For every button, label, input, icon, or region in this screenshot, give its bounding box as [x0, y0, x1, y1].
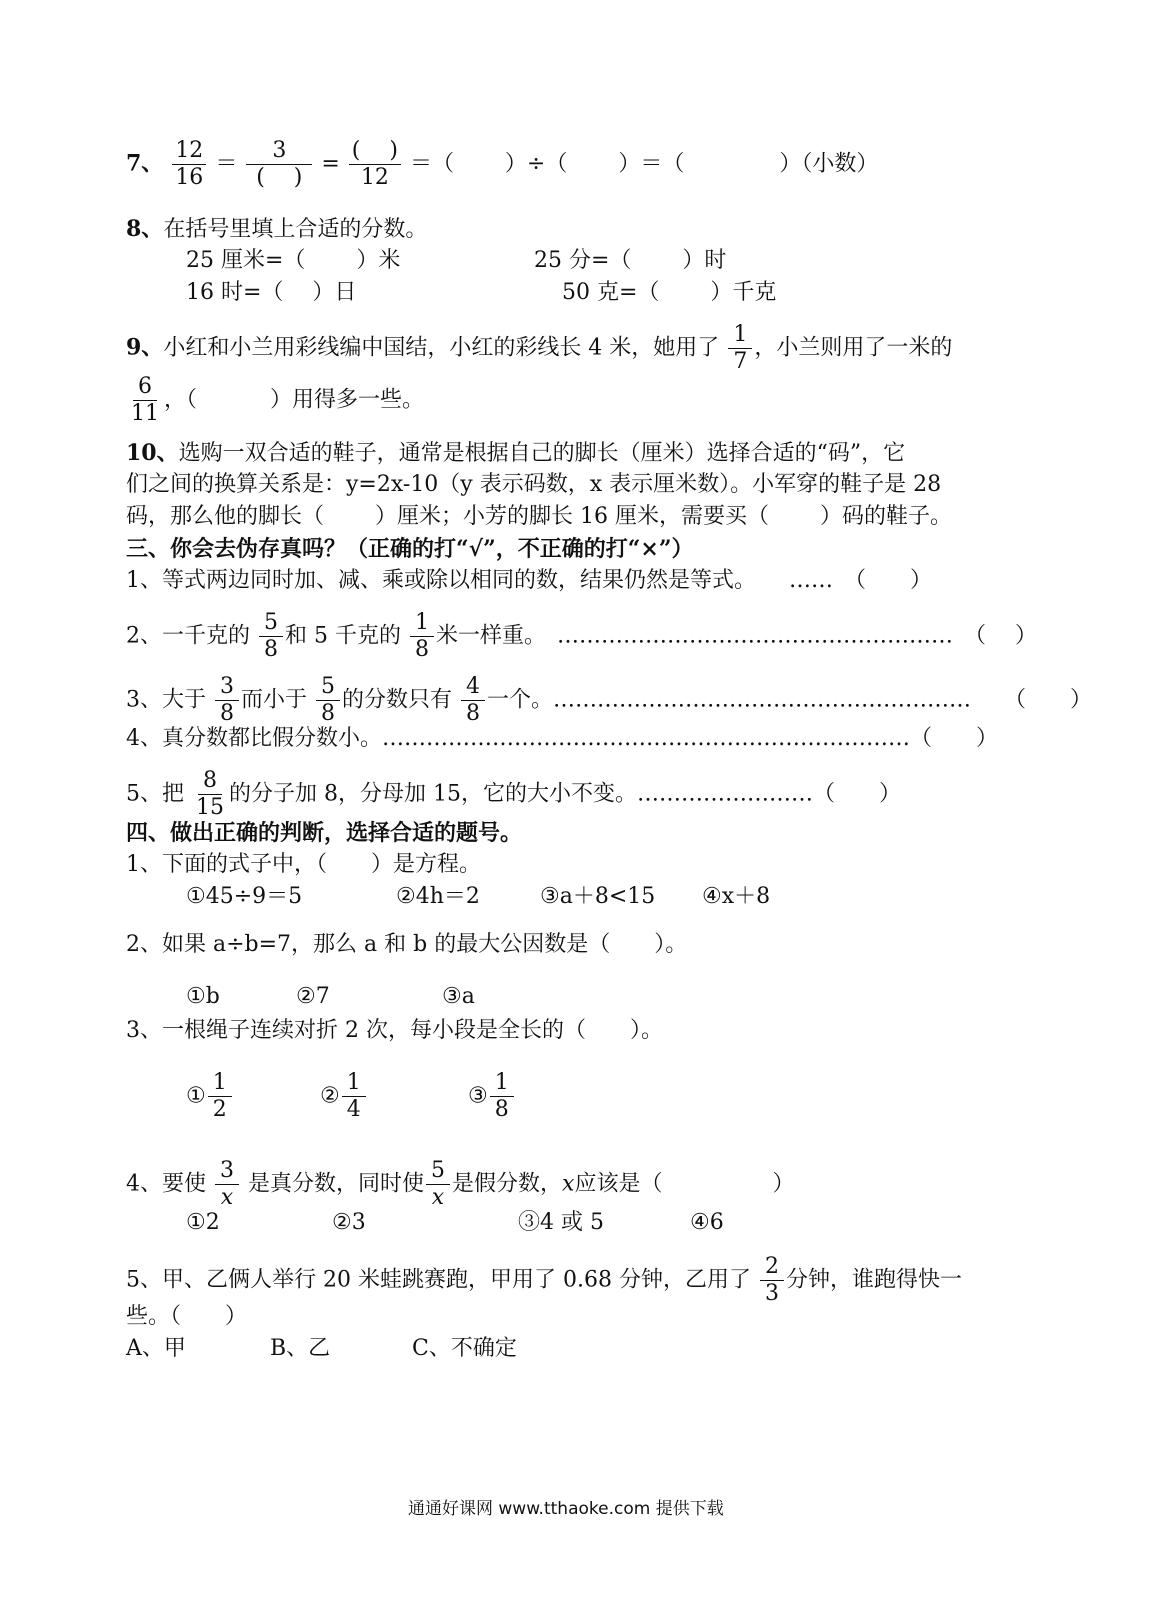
- q10-line1: [126, 438, 905, 469]
- frac-num: 5: [426, 1158, 450, 1185]
- option-frac: [342, 1070, 366, 1123]
- q8-line: [126, 214, 427, 245]
- frac-den: x: [431, 1185, 445, 1210]
- sec3-i2-frac-1: [259, 610, 283, 663]
- q9-frac-1-den: 7: [733, 349, 748, 374]
- sec4-q5-option-a: A、甲: [126, 1336, 186, 1361]
- q7-frac-2: [246, 138, 312, 191]
- sec4-q1-option-1: ①45÷9＝5: [186, 884, 303, 909]
- sec4-q4-text-b: 是真分数，同时使: [248, 1171, 425, 1197]
- sec3-item-2: [126, 610, 1037, 663]
- sec3-i5-frac: [193, 768, 227, 821]
- q9-line2: [126, 374, 424, 427]
- q8-b: 25 分=（ ）时: [534, 248, 727, 273]
- q8-text: 在括号里填上合适的分数。: [163, 217, 428, 242]
- sec4-q2-option-3: ③a: [442, 984, 475, 1009]
- q9-line1: [126, 322, 952, 375]
- q7-frac-3: [349, 138, 401, 191]
- frac-num: 3: [215, 674, 239, 701]
- frac-num: 1: [410, 610, 434, 637]
- option-mark: ①: [186, 1083, 206, 1109]
- sec4-q2: 2、如果 a÷b=7，那么 a 和 b 的最大公因数是（ ）。: [126, 932, 688, 957]
- sec3-i3-text-c: 的分数只有: [342, 687, 453, 713]
- sec4-q2-option-1: ①b: [186, 984, 220, 1009]
- frac-den: 8: [466, 701, 481, 726]
- sec4-q4-text-d: 应该是（ ）: [574, 1171, 795, 1197]
- frac-den: 8: [220, 701, 234, 726]
- q10-line3: 码，那么他的脚长（ ）厘米；小芳的脚长 16 厘米，需要买（ ）码的鞋子。: [126, 504, 952, 529]
- sec4-q5-frac: [760, 1254, 784, 1307]
- q10-label: 10、: [126, 440, 179, 466]
- q9-label: 9、: [126, 334, 164, 361]
- sec4-q5-option-b: B、乙: [270, 1336, 331, 1361]
- sec4-q5: [126, 1254, 962, 1307]
- q9-frac-2: [128, 374, 162, 427]
- q9-frac-2-num: 6: [133, 374, 157, 401]
- footer-credit: 通通好课网 www.tthaoke.com 提供下载: [408, 1499, 724, 1519]
- q7-eq-1: ＝: [215, 151, 238, 177]
- frac-den: x: [220, 1185, 234, 1210]
- sec3-item-5: [126, 768, 901, 821]
- q8-label: 8、: [126, 216, 164, 242]
- sec4-q2-option-2: ②7: [296, 984, 330, 1009]
- sec4-q4-frac-2: [426, 1158, 450, 1211]
- frac-num: 8: [198, 768, 222, 795]
- q9-text3: ，（ ）用得多一些。: [164, 387, 424, 413]
- frac-den: 8: [414, 637, 429, 662]
- sec4-q4-text-a: 4、要使: [126, 1171, 206, 1197]
- sec3-i3-frac-2: [316, 674, 340, 727]
- frac-den: 15: [196, 795, 224, 820]
- sec3-i3-text-d: 一个。………………………………………………… （ ）: [487, 687, 1093, 713]
- sec4-q5-option-c: C、不确定: [412, 1336, 517, 1361]
- sec3-item-3: [126, 674, 1092, 727]
- option-mark: ③: [468, 1083, 488, 1109]
- q7-eq-2: =: [321, 151, 340, 177]
- q7-line: [126, 138, 878, 191]
- q9-text2: ，小兰则用了一米的: [754, 335, 953, 361]
- sec4-q4-text-c: 是假分数，: [452, 1171, 563, 1197]
- q9-frac-2-den: 11: [131, 401, 159, 426]
- q9-text1: 小红和小兰用彩线编中国结，小红的彩线长 4 米，她用了: [163, 335, 720, 361]
- q7-frac-3-num: ( ): [349, 138, 401, 165]
- sec3-i5-text-a: 5、把: [126, 781, 184, 807]
- q7-frac-2-num: 3: [246, 138, 312, 165]
- frac-num: 4: [461, 674, 485, 701]
- sec3-i2-frac-2: [410, 610, 434, 663]
- q7-frac-3-den: 12: [360, 165, 389, 190]
- q8-c: 16 时=（ ）日: [186, 280, 357, 305]
- option-frac: [490, 1070, 514, 1123]
- sec4-q5-text-a: 5、甲、乙俩人举行 20 米蛙跳赛跑，甲用了 0.68 分钟，乙用了: [126, 1267, 751, 1293]
- sec4-q4-option-3: ③4 或 5: [518, 1210, 604, 1235]
- q7-frac-1-num: 12: [172, 138, 206, 165]
- q10-line2: 们之间的换算关系是：y=2x-10（y 表示码数，x 表示厘米数）。小军穿的鞋子是 28: [126, 472, 942, 497]
- sec4-q4-frac-1: [215, 1158, 239, 1211]
- sec3-i3-text-b: 而小于: [241, 687, 308, 713]
- sec3-i3-text-a: 3、大于: [126, 687, 206, 713]
- sec4-q4: [126, 1158, 794, 1211]
- frac-num: 1: [208, 1070, 232, 1097]
- q9-frac-1: [728, 322, 752, 375]
- sec3-i5-text-b: 的分子加 8，分母加 15，它的大小不变。……………………（ ）: [229, 781, 901, 807]
- sec4-q3: 3、一根绳子连续对折 2 次，每小段是全长的（ ）。: [126, 1018, 663, 1043]
- q8-d: 50 克=（ ）千克: [562, 280, 777, 305]
- sec4-q4-option-2: ②3: [332, 1210, 366, 1235]
- sec4-q1-option-2: ②4h＝2: [396, 884, 480, 909]
- frac-num: 3: [215, 1158, 239, 1185]
- sec3-item-4: 4、真分数都比假分数小。………………………………………………………………（ ）: [126, 726, 998, 751]
- sec4-q5-cont: 些。（ ）: [126, 1304, 248, 1329]
- q7-frac-1: [172, 138, 206, 191]
- q7-rest: ＝（ ）÷（ ）＝（ ）（小数）: [409, 151, 879, 177]
- sec4-q3-option-1: [186, 1070, 234, 1123]
- frac-den: 8: [321, 701, 336, 726]
- sec4-q4-var: x: [562, 1171, 575, 1197]
- frac-den: 4: [346, 1097, 361, 1122]
- frac-num: 1: [342, 1070, 366, 1097]
- option-mark: ②: [320, 1083, 340, 1109]
- frac-den: 3: [764, 1281, 779, 1306]
- frac-den: 8: [264, 637, 278, 662]
- q7-label: 7、: [126, 150, 164, 177]
- sec3-i2-text-c: 米一样重。 ……………………………………………… （ ）: [435, 623, 1037, 649]
- q7-frac-2-den: ( ): [256, 165, 303, 190]
- frac-den: 2: [212, 1097, 227, 1122]
- section-4-title: 四、做出正确的判断，选择合适的题号。: [126, 820, 523, 846]
- sec4-q1-option-3: ③a＋8<15: [540, 884, 656, 909]
- frac-num: 5: [259, 610, 283, 637]
- q10-text1: 选购一双合适的鞋子，通常是根据自己的脚长（厘米）选择合适的“码”，它: [178, 441, 906, 466]
- sec4-q4-option-1: ①2: [186, 1210, 220, 1235]
- sec4-q1: 1、下面的式子中，（ ）是方程。: [126, 852, 481, 877]
- section-3-title: 三、你会去伪存真吗？（正确的打“√”，不正确的打“×”）: [126, 536, 694, 562]
- sec4-q5-text-b: 分钟，谁跑得快一: [785, 1267, 962, 1293]
- sec3-item-1: 1、等式两边同时加、减、乘或除以相同的数，结果仍然是等式。 …… （ ）: [126, 568, 932, 593]
- frac-num: 2: [760, 1254, 784, 1281]
- sec3-i2-text-a: 2、一千克的: [126, 623, 250, 649]
- sec4-q3-option-2: [320, 1070, 368, 1123]
- frac-den: 8: [494, 1097, 509, 1122]
- sec4-q3-option-3: [468, 1070, 516, 1123]
- sec4-q4-option-4: ④6: [690, 1210, 724, 1235]
- sec3-i3-frac-1: [215, 674, 239, 727]
- sec3-i2-text-b: 和 5 千克的: [285, 623, 401, 649]
- sec3-i3-frac-3: [461, 674, 485, 727]
- sec4-q1-option-4: ④x＋8: [702, 884, 771, 909]
- frac-num: 5: [316, 674, 340, 701]
- frac-num: 1: [490, 1070, 514, 1097]
- q7-frac-1-den: 16: [175, 165, 204, 190]
- q8-a: 25 厘米=（ ）米: [186, 248, 401, 273]
- q9-frac-1-num: 1: [728, 322, 752, 349]
- option-frac: [208, 1070, 232, 1123]
